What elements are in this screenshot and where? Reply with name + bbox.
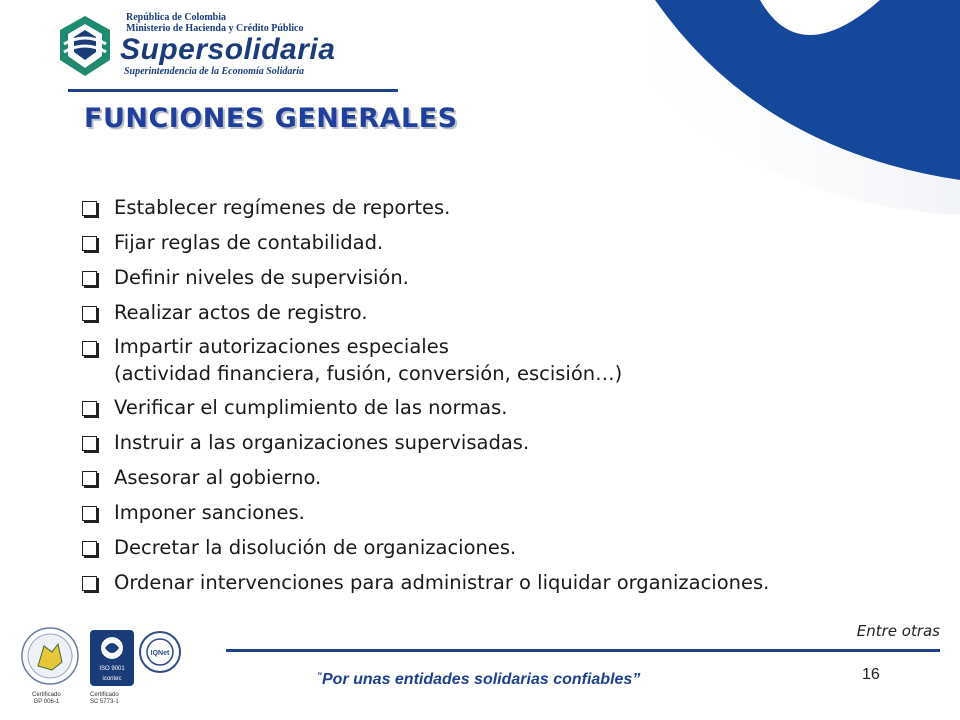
logo-subtitle-text: Superintendencia de la Economía Solidaria <box>124 66 305 77</box>
supersolidaria-logo <box>56 12 356 84</box>
logo-country-text: República de Colombia <box>126 12 227 23</box>
title-divider <box>68 89 398 92</box>
checkbox-bullet-icon <box>82 471 97 486</box>
list-item: Definir niveles de supervisión. <box>80 263 769 293</box>
iqnet-badge-text: IQNet <box>150 650 170 657</box>
page-title: FUNCIONES GENERALES <box>84 103 458 134</box>
checkbox-bullet-icon <box>82 541 97 556</box>
checkbox-bullet-icon <box>82 506 97 521</box>
checkbox-bullet-icon <box>82 236 97 251</box>
checkbox-bullet-icon <box>82 576 97 591</box>
functions-list <box>80 193 769 603</box>
list-item: Ordenar intervenciones para administrar o liquidar organizaciones. <box>80 568 769 598</box>
note-entre-otras: Entre otras <box>856 622 940 640</box>
list-item: Impartir autorizaciones especiales (actividad financiera, fusión, conversión, escisión…) <box>80 333 769 387</box>
certification-badges <box>18 622 218 717</box>
page-number: 16 <box>862 666 880 683</box>
logo-mark-icon <box>56 14 114 80</box>
list-item: Asesorar al gobierno. <box>80 463 769 493</box>
checkbox-bullet-icon <box>82 401 97 416</box>
cert-label-2: Certificado SC 5773-1 <box>90 692 119 705</box>
footer-slogan: “Por unas entidades solidarias confiables” <box>317 671 641 688</box>
logo-brand-text: Supersolidaria <box>120 33 336 66</box>
footer-divider <box>226 649 940 652</box>
certification-seals-icon <box>18 622 218 694</box>
list-item: Verificar el cumplimiento de las normas. <box>80 393 769 423</box>
list-item: Imponer sanciones. <box>80 498 769 528</box>
list-item: Realizar actos de registro. <box>80 298 769 328</box>
cert-label-1: Certificado GP 006-1 <box>32 692 61 705</box>
list-item: Fijar reglas de contabilidad. <box>80 228 769 258</box>
checkbox-bullet-icon <box>82 201 97 216</box>
iso-badge-text: ISO 9001 <box>99 666 125 672</box>
checkbox-bullet-icon <box>82 271 97 286</box>
list-item: Decretar la disolución de organizaciones. <box>80 533 769 563</box>
icontec-badge-text: icontec <box>102 676 122 682</box>
list-item: Instruir a las organizaciones supervisadas. <box>80 428 769 458</box>
logo-ministry-text: Ministerio de Hacienda y Crédito Público <box>126 23 304 34</box>
checkbox-bullet-icon <box>82 436 97 451</box>
checkbox-bullet-icon <box>82 341 97 356</box>
checkbox-bullet-icon <box>82 306 97 321</box>
list-item: Establecer regímenes de reportes. <box>80 193 769 223</box>
